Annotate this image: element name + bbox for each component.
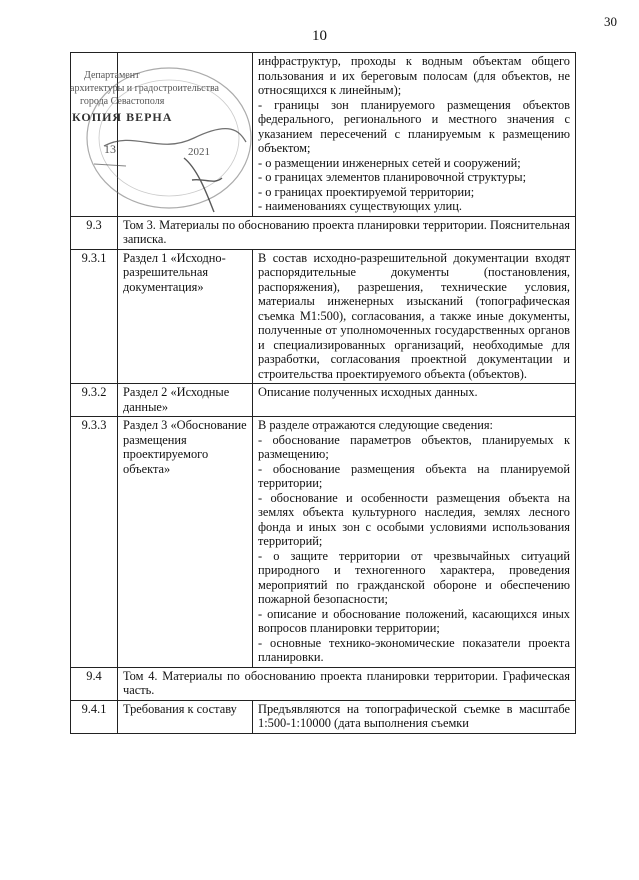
content-line: - о защите территории от чрезвычайных ситуаций природного и техногенного характера, проведения мероприятий по гражданской обороне и обеспечению пожарной безопасности; (258, 548, 570, 606)
stamp-text: 13 (104, 142, 116, 156)
content-line: - о границах элементов планировочной структуры; (258, 170, 527, 184)
content-line: Предъявляются на топографической съемке в масштабе 1:500-1:10000 (дата выполнения съемки (258, 701, 570, 730)
content-line: - описание и обоснование положений, касающихся иных вопросов планировки территории; (258, 606, 570, 635)
table-row (71, 384, 576, 417)
row-name: Требования к составу (118, 700, 253, 733)
row-number (71, 53, 118, 217)
content-line: - границы зон планируемого размещения объектов федерального, регионального и местного значения с указанием пересечений с планируемым к размещению объектом; (258, 97, 570, 155)
corner-number: 30 (604, 14, 617, 29)
table-row (71, 417, 576, 668)
stamp-text: Департамент (84, 70, 140, 81)
row-number: 9.4 (71, 667, 118, 700)
stamp-text: города Севастополя (80, 96, 165, 107)
page-number: 10 (312, 28, 327, 44)
row-number: 9.4.1 (71, 700, 118, 733)
stamp-text: архитектуры и градостроительства (70, 83, 219, 94)
row-content (253, 249, 576, 384)
stamp-text: КОПИЯ ВЕРНА (72, 110, 173, 124)
content-line: инфраструктур, проходы к водным объектам общего пользования и их береговым полосам (для объектов, не относящихся к линейным); (258, 54, 570, 97)
content-line: - о размещении инженерных сетей и сооружений; (258, 155, 521, 170)
stamp-text: 2021 (188, 146, 210, 158)
content-line: - основные технико-экономические показатели проекта планировки. (258, 635, 570, 664)
content-line: - обоснование параметров объектов, планируемых к размещению; (258, 432, 570, 461)
content-line: - наименованиях существующих улиц. (258, 199, 462, 213)
row-content (253, 384, 576, 417)
row-number: 9.3.1 (71, 249, 118, 384)
table-row (71, 249, 576, 384)
section-heading: Том 3. Материалы по обоснованию проекта планировки территории. Пояснительная записка. (118, 216, 576, 249)
row-name: Раздел 1 «Исходно-разрешительная документация» (118, 249, 253, 384)
content-line: Описание полученных исходных данных. (258, 385, 478, 399)
table-row (71, 216, 576, 249)
content-line: - обоснование и особенности размещения объекта на землях объекта культурного наследия, землях лесного фонда и иных зон с особыми условиями использования территорий; (258, 490, 570, 548)
requirements-table (70, 52, 576, 734)
row-name: Раздел 3 «Обоснование размещения проектируемого объекта» (118, 417, 253, 668)
row-name (118, 53, 253, 217)
section-heading: Том 4. Материалы по обоснованию проекта планировки территории. Графическая часть. (118, 667, 576, 700)
row-number: 9.3 (71, 216, 118, 249)
content-line: - о границах проектируемой территории; (258, 184, 475, 199)
table-row (71, 667, 576, 700)
content-line: - обоснование размещения объекта на планируемой территории; (258, 461, 570, 490)
row-number: 9.3.2 (71, 384, 118, 417)
table-row (71, 700, 576, 733)
content-line: В разделе отражаются следующие сведения: (258, 418, 493, 432)
row-content (253, 53, 576, 217)
row-name: Раздел 2 «Исходные данные» (118, 384, 253, 417)
content-line: В состав исходно-разрешительной документации входят распорядительные документы (постановления, распоряжения), разрешения, технические условия, материалы инженерных изысканий (топографическая съемка М1:500), согласования, а также иные документы, полученные от уполномоченных государственных органов и специализированных организаций, необходимые для разработки, согласования проектной документации и строительства проектируемого объекта (объектов). (258, 250, 570, 381)
row-number: 9.3.3 (71, 417, 118, 668)
table-row (71, 53, 576, 217)
row-content (253, 700, 576, 733)
row-content (253, 417, 576, 668)
